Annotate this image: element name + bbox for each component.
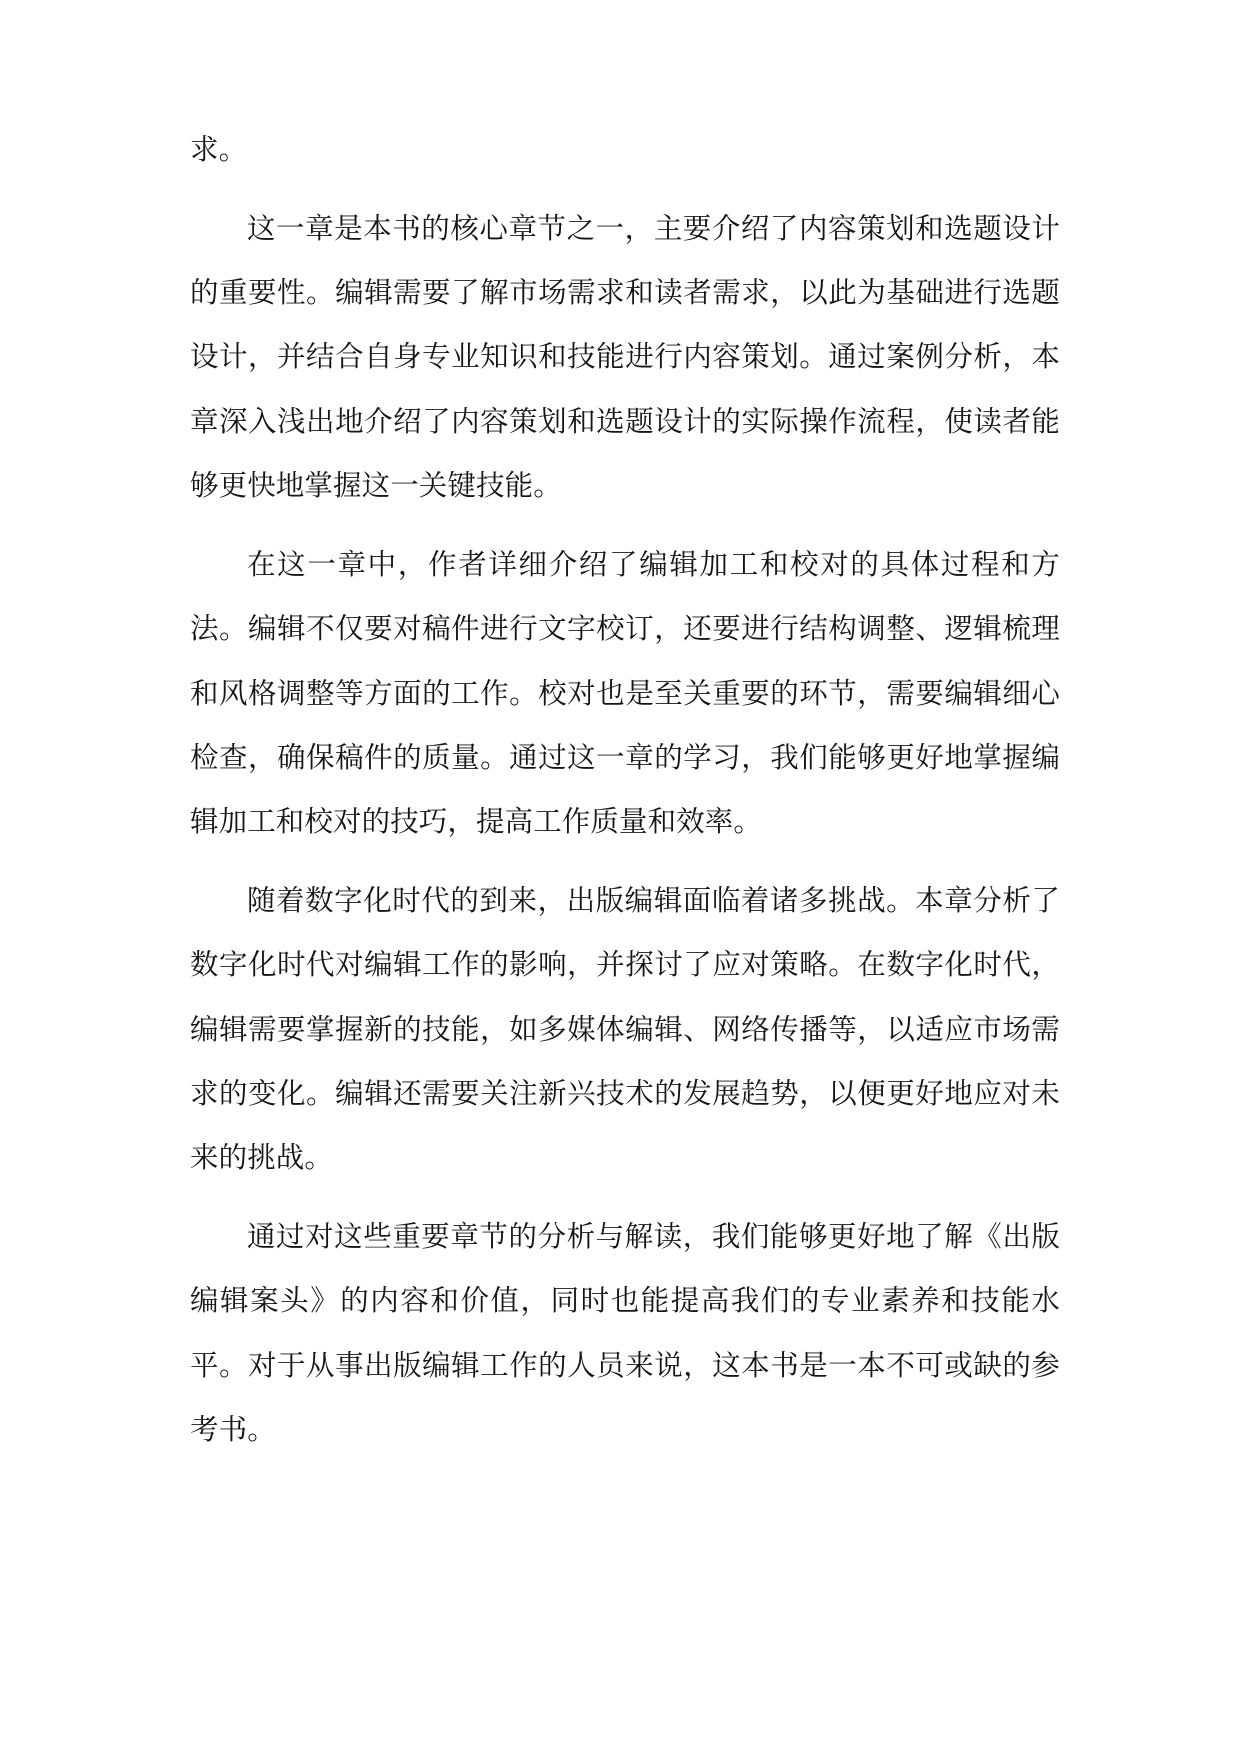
body-text (190, 118, 1060, 1477)
paragraph-conclusion: 通过对这些重要章节的分析与解读，我们能够更好地了解《出版编辑案头》的内容和价值，同时也能提高我们的专业素养和技能水平。对于从事出版编辑工作的人员来说，这本书是一本不可或缺的参考书。 (190, 1220, 1060, 1447)
paragraph-digital-era: 随着数字化时代的到来，出版编辑面临着诸多挑战。本章分析了数字化时代对编辑工作的影响，并探讨了应对策略。在数字化时代，编辑需要掌握新的技能，如多媒体编辑、网络传播等，以适应市场需求的变化。编辑还需要关注新兴技术的发展趋势，以便更好地应对未来的挑战。 (190, 884, 1060, 1175)
paragraph-continuation: 求。 (190, 133, 248, 166)
paragraph-content-planning: 这一章是本书的核心章节之一，主要介绍了内容策划和选题设计的重要性。编辑需要了解市场需求和读者需求，以此为基础进行选题设计，并结合自身专业知识和技能进行内容策划。通过案例分析，本章深入浅出地介绍了内容策划和选题设计的实际操作流程，使读者能够更快地掌握这一关键技能。 (190, 211, 1060, 503)
paragraph-editing-proofreading: 在这一章中，作者详细介绍了编辑加工和校对的具体过程和方法。编辑不仅要对稿件进行文字校订，还要进行结构调整、逻辑梳理和风格调整等方面的工作。校对也是至关重要的环节，需要编辑细心检查，确保稿件的质量。通过这一章的学习，我们能够更好地掌握编辑加工和校对的技巧，提高工作质量和效率。 (190, 547, 1060, 839)
